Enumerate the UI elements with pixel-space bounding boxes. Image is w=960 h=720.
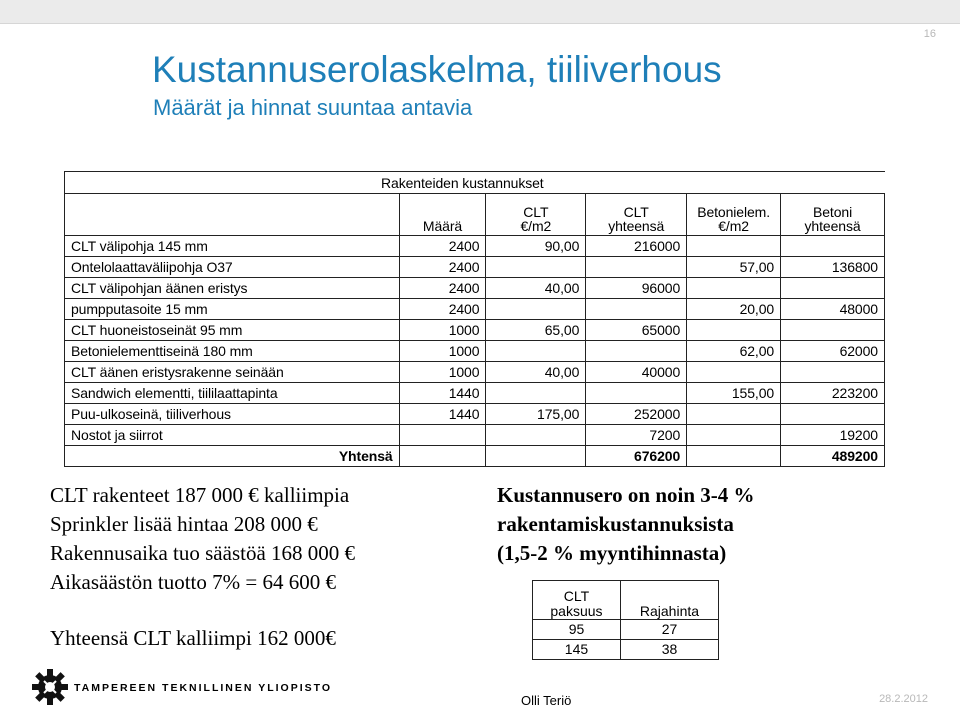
- cell: 1000: [399, 320, 486, 341]
- cell: 40,00: [486, 278, 586, 299]
- cost-table-body: [65, 236, 885, 446]
- threshold-header-row: [533, 581, 719, 620]
- row-label: pumpputasoite 15 mm: [65, 299, 400, 320]
- note-item: Aikasäästön tuotto 7% = 64 600 €: [50, 570, 336, 594]
- total-clt: 676200: [586, 446, 687, 467]
- slide-title: Kustannuserolaskelma, tiiliverhous: [152, 49, 722, 90]
- cell: 90,00: [486, 236, 586, 257]
- cell: 2400: [399, 257, 486, 278]
- cell: 2400: [399, 299, 486, 320]
- table-row: [65, 404, 885, 425]
- cell: [781, 362, 885, 383]
- cell: [687, 362, 781, 383]
- cell: 40000: [586, 362, 687, 383]
- cell: 175,00: [486, 404, 586, 425]
- row-label: CLT välipohjan äänen eristys: [65, 278, 400, 299]
- table-row: [65, 299, 885, 320]
- cost-table: [64, 171, 885, 467]
- cell: [586, 257, 687, 278]
- table-row: [65, 257, 885, 278]
- row-label: CLT huoneistoseinät 95 mm: [65, 320, 400, 341]
- cell: 62,00: [687, 341, 781, 362]
- cell: 145: [533, 640, 621, 660]
- cell: 1440: [399, 404, 486, 425]
- cell: [781, 320, 885, 341]
- cell: 95: [533, 620, 621, 640]
- table-caption-row: [65, 172, 885, 194]
- cell: [486, 299, 586, 320]
- cell: 19200: [781, 425, 885, 446]
- row-label: Betonielementtiseinä 180 mm: [65, 341, 400, 362]
- table-caption: Rakenteiden kustannukset: [65, 172, 885, 194]
- row-label: CLT äänen eristysrakenne seinään: [65, 362, 400, 383]
- header-clt-m2: CLT €/m2: [486, 194, 586, 236]
- cell: [687, 404, 781, 425]
- header-betoni-total: Betoni yhteensä: [781, 194, 885, 236]
- cell: 136800: [781, 257, 885, 278]
- total-label: Yhtensä: [65, 446, 400, 467]
- tut-gear-logo-icon: [30, 667, 70, 707]
- author: Olli Teriö: [521, 693, 572, 708]
- cell: [687, 236, 781, 257]
- cell: 1440: [399, 383, 486, 404]
- note-item: Sprinkler lisää hintaa 208 000 €: [50, 512, 318, 536]
- cell: [486, 341, 586, 362]
- table-row: [533, 640, 719, 660]
- row-label: Nostot ja siirrot: [65, 425, 400, 446]
- cell: [687, 278, 781, 299]
- table-row: [65, 383, 885, 404]
- table-row: [65, 425, 885, 446]
- threshold-table: [532, 580, 719, 660]
- table-row: [65, 236, 885, 257]
- row-label: CLT välipohja 145 mm: [65, 236, 400, 257]
- cell: 2400: [399, 278, 486, 299]
- cell: [781, 236, 885, 257]
- total-empty: [486, 446, 586, 467]
- cell: 252000: [586, 404, 687, 425]
- cell: 223200: [781, 383, 885, 404]
- header-rajahinta: Rajahinta: [620, 581, 718, 620]
- slide-number: 16: [923, 28, 936, 40]
- cell: [687, 425, 781, 446]
- cell: 65000: [586, 320, 687, 341]
- cell: [781, 404, 885, 425]
- date: 28.2.2012: [879, 693, 928, 705]
- note-item: Rakennusaika tuo säästöä 168 000 €: [50, 541, 356, 565]
- summary-line: rakentamiskustannuksista: [497, 512, 734, 536]
- table-row: [65, 341, 885, 362]
- cell: 27: [620, 620, 718, 640]
- table-row: [65, 320, 885, 341]
- row-label: Puu-ulkoseinä, tiiliverhous: [65, 404, 400, 425]
- summary-line: (1,5-2 % myyntihinnasta): [497, 541, 727, 565]
- slide-subtitle: Määrät ja hinnat suuntaa antavia: [153, 95, 473, 120]
- cell: [399, 425, 486, 446]
- table-row: [65, 278, 885, 299]
- cell: 1000: [399, 341, 486, 362]
- cell: [586, 299, 687, 320]
- cell: 40,00: [486, 362, 586, 383]
- summary-line: Kustannusero on noin 3-4 %: [497, 483, 755, 507]
- total-empty: [399, 446, 486, 467]
- total-empty: [687, 446, 781, 467]
- cell: 2400: [399, 236, 486, 257]
- header-clt-paksuus: CLT paksuus: [533, 581, 621, 620]
- cell: 216000: [586, 236, 687, 257]
- cell: 57,00: [687, 257, 781, 278]
- cell: [687, 320, 781, 341]
- cell: [486, 383, 586, 404]
- cell: 155,00: [687, 383, 781, 404]
- cell: [781, 278, 885, 299]
- note-total: Yhteensä CLT kalliimpi 162 000€: [50, 626, 336, 650]
- cell: [586, 341, 687, 362]
- total-betoni: 489200: [781, 446, 885, 467]
- header-maara: Määrä: [399, 194, 486, 236]
- total-row: [65, 446, 885, 467]
- cell: 7200: [586, 425, 687, 446]
- cell: 1000: [399, 362, 486, 383]
- notes-list: [50, 481, 355, 653]
- table-header-row: [65, 194, 885, 236]
- top-band: [0, 0, 960, 24]
- cell: 20,00: [687, 299, 781, 320]
- university-name: TAMPEREEN TEKNILLINEN YLIOPISTO: [74, 682, 333, 694]
- row-label: Ontelolaattaväliipohja O37: [65, 257, 400, 278]
- cell: 62000: [781, 341, 885, 362]
- header-betonielem-m2: Betonielem. €/m2: [687, 194, 781, 236]
- row-label: Sandwich elementti, tiililaattapinta: [65, 383, 400, 404]
- cell: [486, 257, 586, 278]
- cell: 48000: [781, 299, 885, 320]
- cell: 65,00: [486, 320, 586, 341]
- header-clt-total: CLT yhteensä: [586, 194, 687, 236]
- cell: 96000: [586, 278, 687, 299]
- cell: 38: [620, 640, 718, 660]
- table-row: [533, 620, 719, 640]
- table-row: [65, 362, 885, 383]
- cell: [586, 383, 687, 404]
- note-item: CLT rakenteet 187 000 € kalliimpia: [50, 483, 350, 507]
- header-empty: [65, 194, 400, 236]
- summary-text: [497, 481, 755, 568]
- cell: [486, 425, 586, 446]
